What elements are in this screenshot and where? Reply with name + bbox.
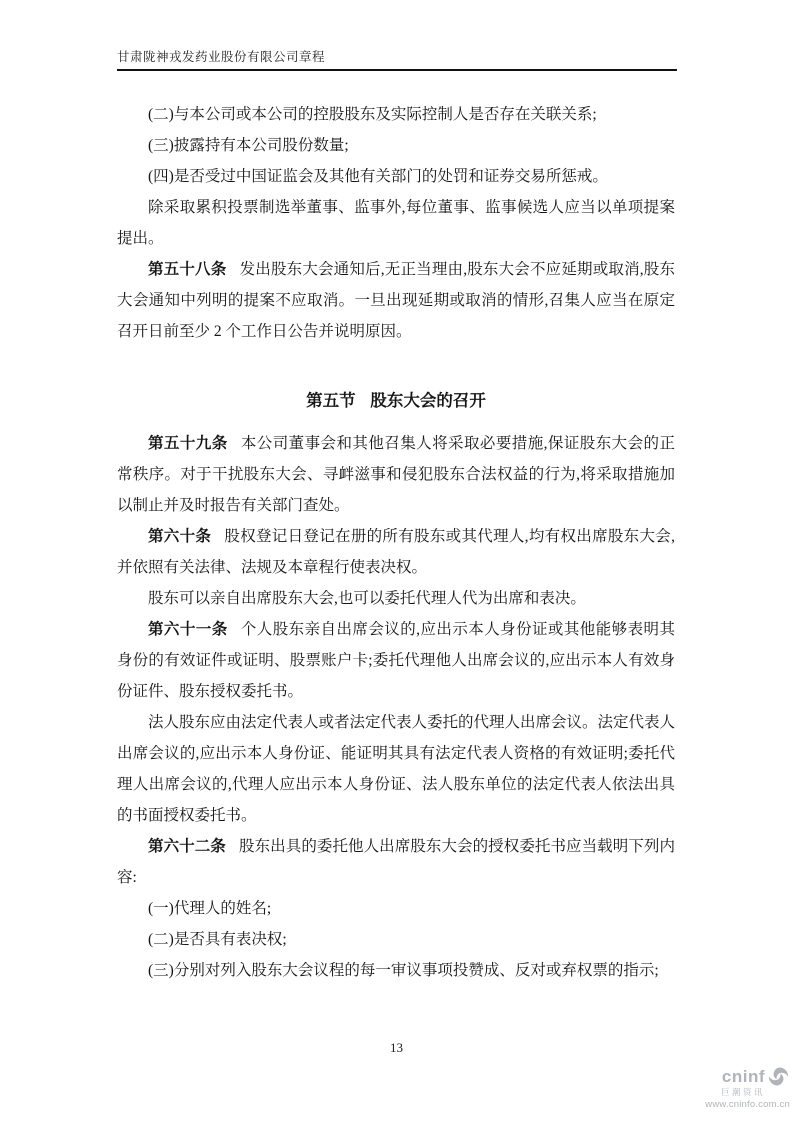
header-rule [117, 69, 677, 71]
paragraph: (一)代理人的姓名; [148, 900, 272, 917]
page-number: 13 [390, 1040, 403, 1055]
paragraph: 法人股东应由法定代表人或者法定代表人委托的代理人出席会议。法定代表人出席会议的,应出示本人身份证、能证明其具有法定代表人资格的有效证明;委托代理人出席会议的,代理人应出示本人身份证、法人股东单位的法定代表人依法出具的书面授权委托书。 [117, 714, 676, 824]
document-body [117, 99, 675, 986]
paragraph: 第五十八条 发出股东大会通知后,无正当理由,股东大会不应延期或取消,股东大会通知中列明的提案不应取消。一旦出现延期或取消的情形,召集人应当在原定召开日前至少 2 个工作日公告并说明原因。 [117, 261, 675, 340]
paragraph: 股东可以亲自出席股东大会,也可以委托代理人代为出席和表决。 [148, 590, 586, 607]
page-header [117, 47, 677, 71]
paragraph: (四)是否受过中国证监会及其他有关部门的处罚和证券交易所惩戒。 [148, 168, 608, 185]
section-heading: 第五节 股东大会的召开 [306, 391, 486, 410]
cninfo-watermark [670, 1066, 790, 1109]
paragraph: 第六十条 股权登记日登记在册的所有股东或其代理人,均有权出席股东大会,并依照有关法律、法规及本章程行使表决权。 [117, 528, 675, 576]
paragraph: (三)分别对列入股东大会议程的每一审议事项投赞成、反对或弃权票的指示; [148, 962, 659, 979]
header-title: 甘肃陇神戎发药业股份有限公司章程 [117, 50, 326, 64]
section-number: 第五节 [306, 391, 356, 410]
article-number: 第五十八条 [148, 261, 227, 278]
paragraph: 第六十二条 股东出具的委托他人出席股东大会的授权委托书应当载明下列内容: [117, 838, 675, 886]
article-number: 第五十九条 [148, 435, 228, 452]
paragraph: 第五十九条 本公司董事会和其他召集人将采取必要措施,保证股东大会的正常秩序。对于干扰股东大会、寻衅滋事和侵犯股东合法权益的行为,将采取措施加以制止并及时报告有关部门查处。 [117, 435, 675, 514]
article-number: 第六十一条 [148, 621, 228, 638]
article-number: 第六十条 [148, 528, 212, 545]
paragraph: 第六十一条 个人股东亲自出席会议的,应出示本人身份证或其他能够表明其身份的有效证件或证明、股票账户卡;委托代理他人出席会议的,应出示本人有效身份证件、股东授权委托书。 [117, 621, 675, 700]
cninfo-swirl-icon [765, 1064, 792, 1089]
cninfo-caption: 巨潮资讯 [720, 1087, 765, 1097]
paragraph: (二)是否具有表决权; [148, 931, 287, 948]
cninfo-logo-row [670, 1066, 790, 1087]
cninfo-brand-text: cninf [721, 1067, 765, 1086]
article-number: 第六十二条 [148, 838, 226, 855]
paragraph: (三)披露持有本公司股份数量; [148, 137, 349, 154]
cninfo-url: www.cninfo.com.cn [705, 1098, 790, 1110]
paragraph: (二)与本公司或本公司的控股股东及实际控制人是否存在关联关系; [148, 106, 597, 123]
paragraph: 除采取累积投票制选举董事、监事外,每位董事、监事候选人应当以单项提案提出。 [117, 199, 675, 247]
